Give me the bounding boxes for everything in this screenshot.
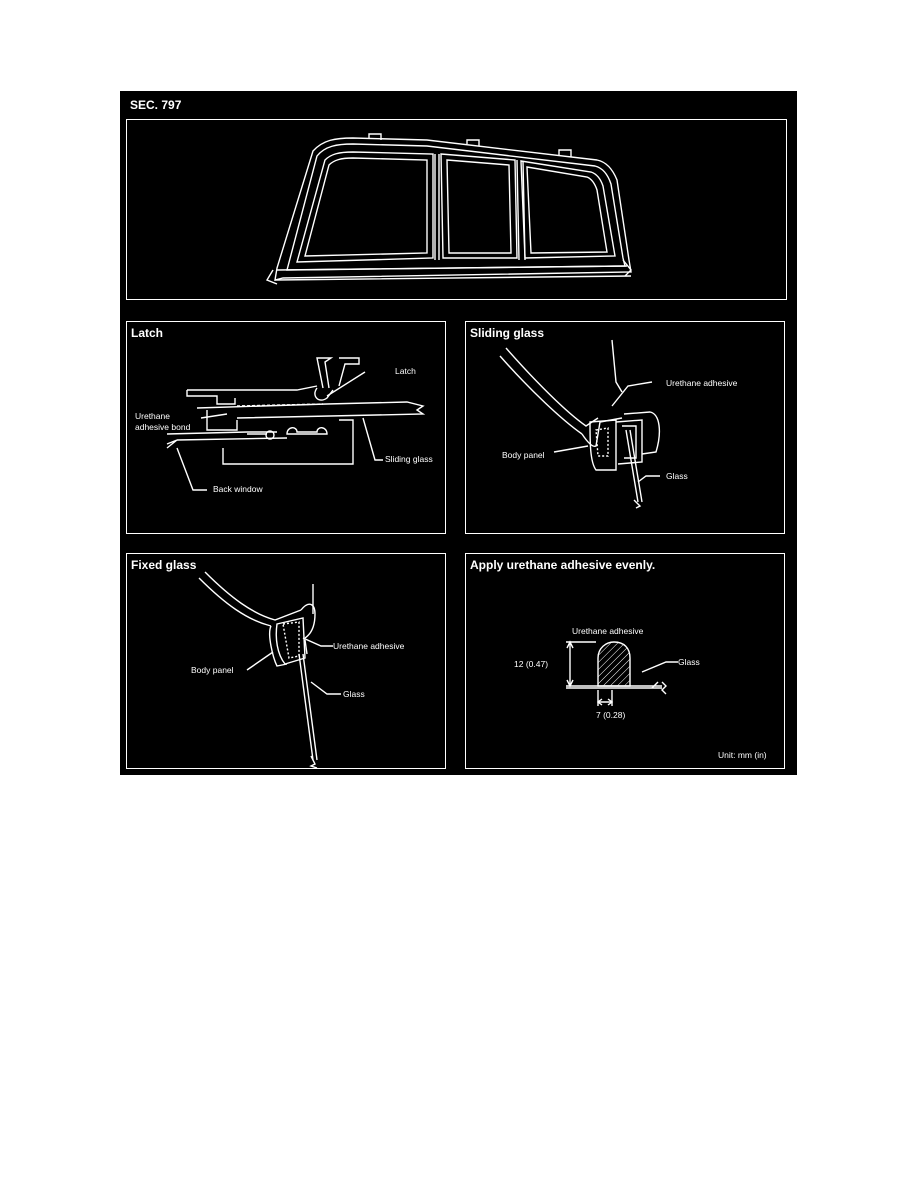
apply-adhesive-panel [465,553,785,769]
apply-urethane-label: Urethane adhesive [572,626,644,636]
section-label: SEC. 797 [130,98,182,112]
apply-glass-label: Glass [678,657,700,667]
service-figure [120,91,797,775]
latch-panel-title: Latch [131,326,164,340]
rear-window-illustration [127,120,788,301]
back-window-label: Back window [213,484,263,494]
fixed-glass-section-illustration [127,554,447,770]
sliding-glass-section-illustration [466,322,786,535]
latch-panel [126,321,446,534]
latch-label: Latch [395,366,416,376]
fixed-panel-title: Fixed glass [131,558,197,572]
bead-width-label: 7 (0.28) [596,710,626,720]
sliding-panel-title: Sliding glass [470,326,545,340]
fixed-urethane-label: Urethane adhesive [333,641,405,651]
apply-panel-title: Apply urethane adhesive evenly. [470,558,656,572]
bead-height-label: 12 (0.47) [514,659,549,669]
sliding-glass-label: Sliding glass [385,454,433,464]
sliding-glass-panel [465,321,785,534]
fixed-glass-label: Glass [343,689,365,699]
sliding-glass-label: Glass [666,471,688,481]
sliding-body-panel-label: Body panel [502,450,545,460]
overview-panel [126,119,787,300]
fixed-body-panel-label: Body panel [191,665,234,675]
urethane-bond-label-1: Urethane [135,411,170,421]
unit-label: Unit: mm (in) [718,750,767,760]
fixed-glass-panel [126,553,446,769]
urethane-bond-label-2: adhesive bond [135,422,191,432]
sliding-urethane-label: Urethane adhesive [666,378,738,388]
